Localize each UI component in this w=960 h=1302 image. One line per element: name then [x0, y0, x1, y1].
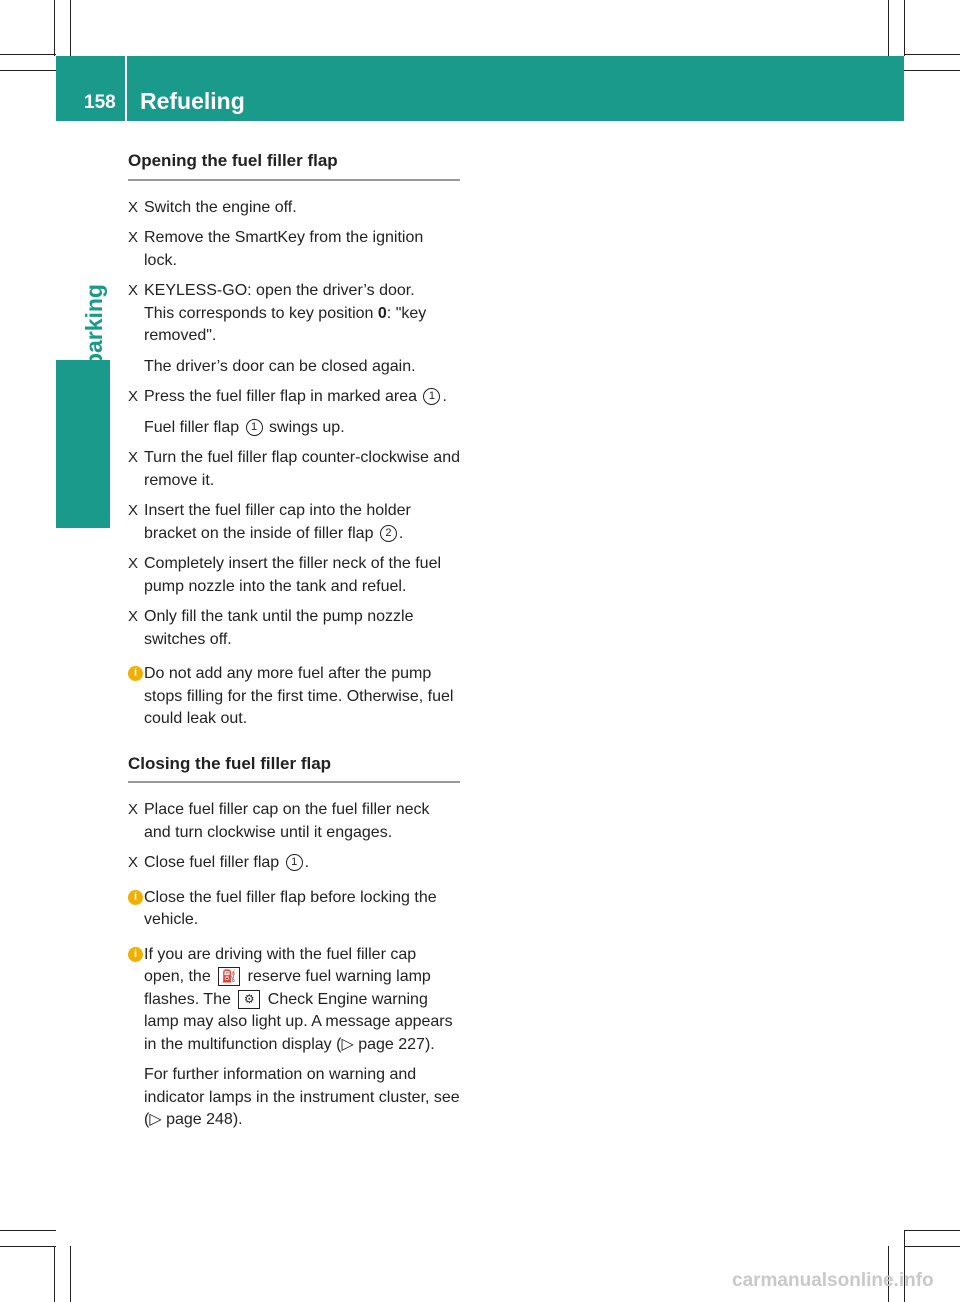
arrow-marker-icon: X	[128, 801, 139, 818]
crop-mark	[888, 0, 889, 56]
note-text: Do not add any more fuel after the pump stops filling for the first time. Otherwise, fuel could leak out.	[144, 665, 454, 727]
arrow-marker-icon: X	[128, 449, 139, 466]
step-text: Place fuel filler cap on the fuel filler neck and turn clockwise until it engages.	[144, 801, 430, 841]
section-heading: Opening the fuel filler flap	[128, 150, 460, 181]
note-text: For further information on warning and indicator lamps in the instrument cluster, see (	[144, 1066, 460, 1128]
side-tab	[56, 360, 110, 528]
step-text: Turn the fuel filler flap counter-clockwise and remove it.	[144, 449, 460, 489]
step-text: .	[398, 524, 404, 542]
step-text	[144, 417, 460, 440]
note-text	[144, 1064, 460, 1132]
step-text: Close fuel filler flap	[144, 854, 284, 871]
crop-mark	[70, 0, 71, 56]
key-position: 0	[377, 304, 387, 322]
crop-mark	[904, 1230, 960, 1231]
crop-mark	[0, 54, 56, 55]
step-text: Completely insert the filler neck of the fuel pump nozzle into the tank and refuel.	[144, 555, 442, 595]
arrow-marker-icon: X	[128, 608, 139, 625]
step-item	[128, 500, 460, 545]
info-icon: i	[128, 890, 143, 905]
crop-mark	[0, 70, 56, 71]
info-note	[128, 887, 460, 932]
section-heading: Closing the fuel filler flap	[128, 753, 460, 784]
crop-mark	[904, 0, 905, 56]
step-item	[128, 227, 460, 272]
note-text: Close the fuel filler flap before locking the vehicle.	[144, 888, 437, 928]
engine-lamp-icon: ⚙	[238, 990, 260, 1009]
note-text: If you are driving with the fuel filler cap open, the	[144, 945, 417, 985]
steps-list	[128, 799, 460, 875]
arrow-marker-icon: X	[128, 198, 139, 216]
crop-mark	[0, 1230, 56, 1231]
callout-number: 1	[246, 419, 263, 436]
step-item	[128, 606, 460, 651]
arrow-marker-icon: X	[128, 502, 139, 519]
crop-mark	[54, 1246, 55, 1302]
crop-mark	[904, 70, 960, 71]
step-text: Fuel filler flap	[144, 418, 244, 436]
page-ref-icon: ▷	[341, 1035, 354, 1053]
step-text: .	[304, 854, 310, 871]
step-text: Only fill the tank until the pump nozzle switches off.	[144, 608, 414, 648]
page-link[interactable]: page 227).	[358, 1035, 435, 1053]
step-text: KEYLESS-GO: open the driver’s door.	[144, 282, 415, 299]
step-item	[128, 280, 460, 378]
step-text: swings up.	[264, 418, 345, 436]
note-text: Check Engine warning lamp may also light up. A message appears in the multifunction display (	[144, 990, 453, 1053]
step-item	[128, 799, 460, 844]
step-item	[128, 447, 460, 492]
crop-mark	[70, 1246, 71, 1302]
page-title: Refueling	[140, 88, 245, 114]
watermark: carmanualsonline.info	[732, 1270, 934, 1291]
steps-list	[128, 197, 460, 652]
page-ref-icon: ▷	[149, 1111, 162, 1128]
page-link[interactable]: page 248).	[166, 1111, 243, 1128]
crop-mark	[904, 54, 960, 55]
step-item	[128, 197, 460, 220]
step-text: The driver’s door can be closed again.	[144, 357, 416, 375]
info-icon: i	[128, 947, 143, 962]
arrow-marker-icon: X	[128, 555, 139, 572]
arrow-marker-icon: X	[128, 388, 139, 405]
callout-number: 1	[286, 854, 303, 871]
info-note	[128, 944, 460, 1132]
callout-number: 2	[380, 525, 397, 542]
step-text: Press the fuel filler flap in marked area	[144, 388, 422, 405]
arrow-marker-icon: X	[128, 229, 139, 246]
crop-mark	[904, 1246, 960, 1247]
info-icon: i	[128, 666, 143, 681]
fuel-lamp-icon: ⛽	[218, 967, 240, 986]
note-text: reserve fuel warning lamp flashes. The	[144, 968, 431, 1008]
header-divider	[125, 56, 127, 121]
page-number: 158	[84, 92, 116, 113]
arrow-marker-icon: X	[128, 854, 139, 871]
step-text: Switch the engine off.	[144, 198, 297, 216]
main-content	[128, 150, 460, 1132]
step-text: : "key removed".	[144, 304, 427, 344]
crop-mark	[0, 1246, 56, 1247]
arrow-marker-icon: X	[128, 282, 139, 299]
step-item	[128, 553, 460, 598]
step-text: .	[442, 388, 447, 405]
crop-mark	[54, 0, 55, 56]
callout-number: 1	[423, 388, 440, 405]
step-item	[128, 386, 460, 439]
step-item	[128, 852, 460, 875]
step-text: Insert the fuel filler cap into the holder bracket on the inside of filler flap	[144, 502, 411, 542]
step-text: Remove the SmartKey from the ignition lock.	[144, 229, 424, 269]
step-text: This corresponds to key position	[144, 304, 378, 322]
info-note	[128, 663, 460, 731]
